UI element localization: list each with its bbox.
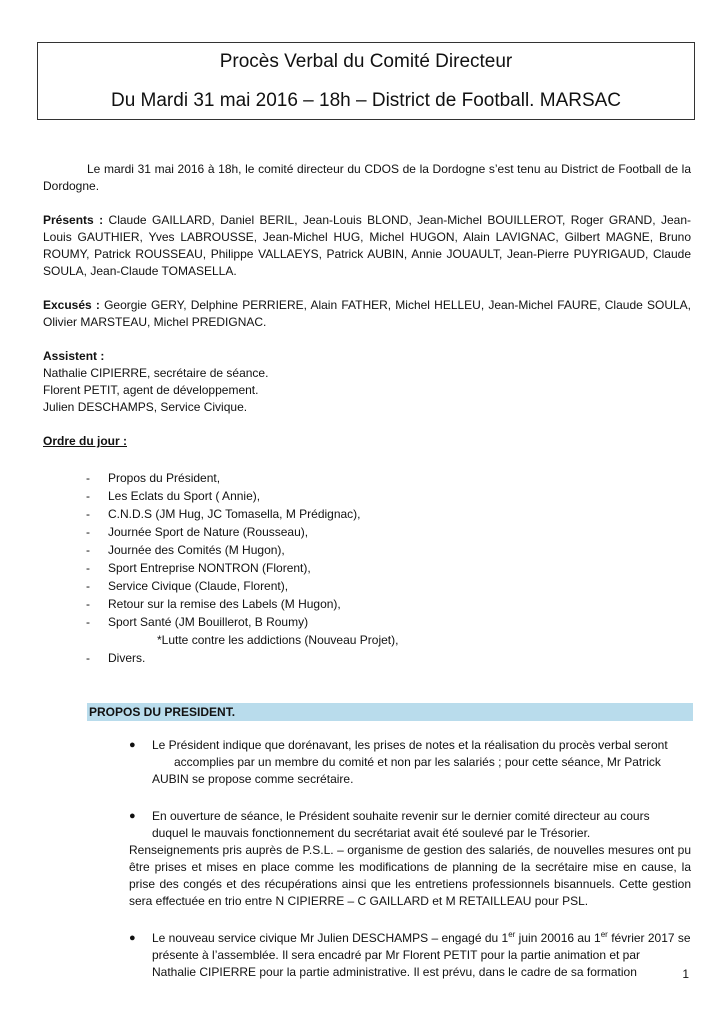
agenda-sub-item: *Lutte contre les addictions (Nouveau Projet),	[157, 633, 399, 647]
ordre-du-jour-label: Ordre du jour :	[43, 434, 127, 448]
agenda-item: - Service Civique (Claude, Florent),	[86, 579, 289, 593]
agenda-item: - Journée des Comités (M Hugon),	[86, 543, 285, 557]
section-heading-propos-president: PROPOS DU PRESIDENT.	[87, 703, 693, 721]
presents-paragraph	[43, 212, 691, 280]
document-body	[43, 161, 691, 981]
agenda-list	[43, 470, 691, 668]
psl-paragraph: Renseignements pris auprès de P.S.L. – organisme de gestion des salariés, de nouvelles mesures ont pu être prises et mises en place comme les modifications de planning de la secrétaire mise en cause, la prise des congés et des récupérations ainsi que les entretiens professionnels bisannuels. Cette gestion sera effectuée en trio entre N CIPIERRE – C GAILLARD et M RETAILLEAU pour PSL.	[129, 843, 691, 908]
agenda-item: - Sport Santé (JM Bouillerot, B Roumy)	[86, 615, 309, 629]
assistent-item: Nathalie CIPIERRE, secrétaire de séance.	[43, 366, 269, 380]
title-box	[37, 42, 695, 120]
intro-paragraph: Le mardi 31 mai 2016 à 18h, le comité directeur du CDOS de la Dordogne s’est tenu au District de Football de la Dordogne.	[43, 162, 691, 193]
bullet-icon: ●	[129, 932, 136, 944]
agenda-item: - Les Eclats du Sport ( Annie),	[86, 489, 261, 503]
bullet-paragraph: ● Le Président indique que dorénavant, les prises de notes et la réalisation du procès verbal seront accomplies par un membre du comité et non par les salariés ; pour cette séance, Mr Patrick AUBIN se propose comme secrétaire.	[129, 738, 668, 786]
presents-text: Claude GAILLARD, Daniel BERIL, Jean-Louis BLOND, Jean-Michel BOUILLEROT, Roger GRAND, Jean-Louis GAUTHIER, Yves LABROUSSE, Jean-Michel HUG, Michel HUGON, Alain LAVIGNAC, Gilbert MAGNE, Bruno ROUMY, Patrick ROUSSEAU, Philippe VALLAEYS, Patrick AUBIN, Annie JOUAULT, Jean-Pierre PUYRIGAUD, Claude SOULA, Jean-Claude TOMASELLA.	[43, 213, 691, 278]
assistent-item: Julien DESCHAMPS, Service Civique.	[43, 400, 248, 414]
assistent-label: Assistent :	[43, 349, 105, 363]
agenda-item: - Retour sur la remise des Labels (M Hugon),	[86, 597, 341, 611]
agenda-item: - C.N.D.S (JM Hug, JC Tomasella, M Prédignac),	[86, 507, 361, 521]
assistent-item: Florent PETIT, agent de développement.	[43, 383, 259, 397]
excuses-text: Georgie GERY, Delphine PERRIERE, Alain FATHER, Michel HELLEU, Jean-Michel FAURE, Claude SOULA, Olivier MARSTEAU, Michel PREDIGNAC.	[43, 298, 691, 329]
excuses-paragraph	[43, 297, 691, 331]
excuses-label: Excusés :	[43, 298, 100, 312]
bullet-paragraph: ● En ouverture de séance, le Président souhaite revenir sur le dernier comité directeur au cours duquel le mauvais fonctionnement du secrétariat avait été soulevé par le Trésorier.	[129, 809, 650, 840]
agenda-item: - Propos du Président,	[86, 471, 221, 485]
document-title: Procès Verbal du Comité Directeur	[219, 51, 513, 72]
page-number: 1	[682, 967, 689, 981]
presents-label: Présents :	[43, 213, 104, 227]
document-subtitle: Du Mardi 31 mai 2016 – 18h – District de Football. MARSAC	[110, 90, 622, 111]
bullet-paragraph: ● Le nouveau service civique Mr Julien DESCHAMPS – engagé du 1er juin 20016 au 1er février 2017 se présente à l’assemblée. Il sera encadré par Mr Florent PETIT pour la partie animation et par Nathalie CIPIERRE pour la partie administrative. Il est prévu, dans le cadre de sa formation	[129, 930, 691, 979]
agenda-item: - Divers.	[86, 651, 146, 665]
agenda-item: - Sport Entreprise NONTRON (Florent),	[86, 561, 311, 575]
agenda-item: - Journée Sport de Nature (Rousseau),	[86, 525, 309, 539]
bullet-icon: ●	[129, 739, 136, 751]
bullet-icon: ●	[129, 810, 136, 822]
